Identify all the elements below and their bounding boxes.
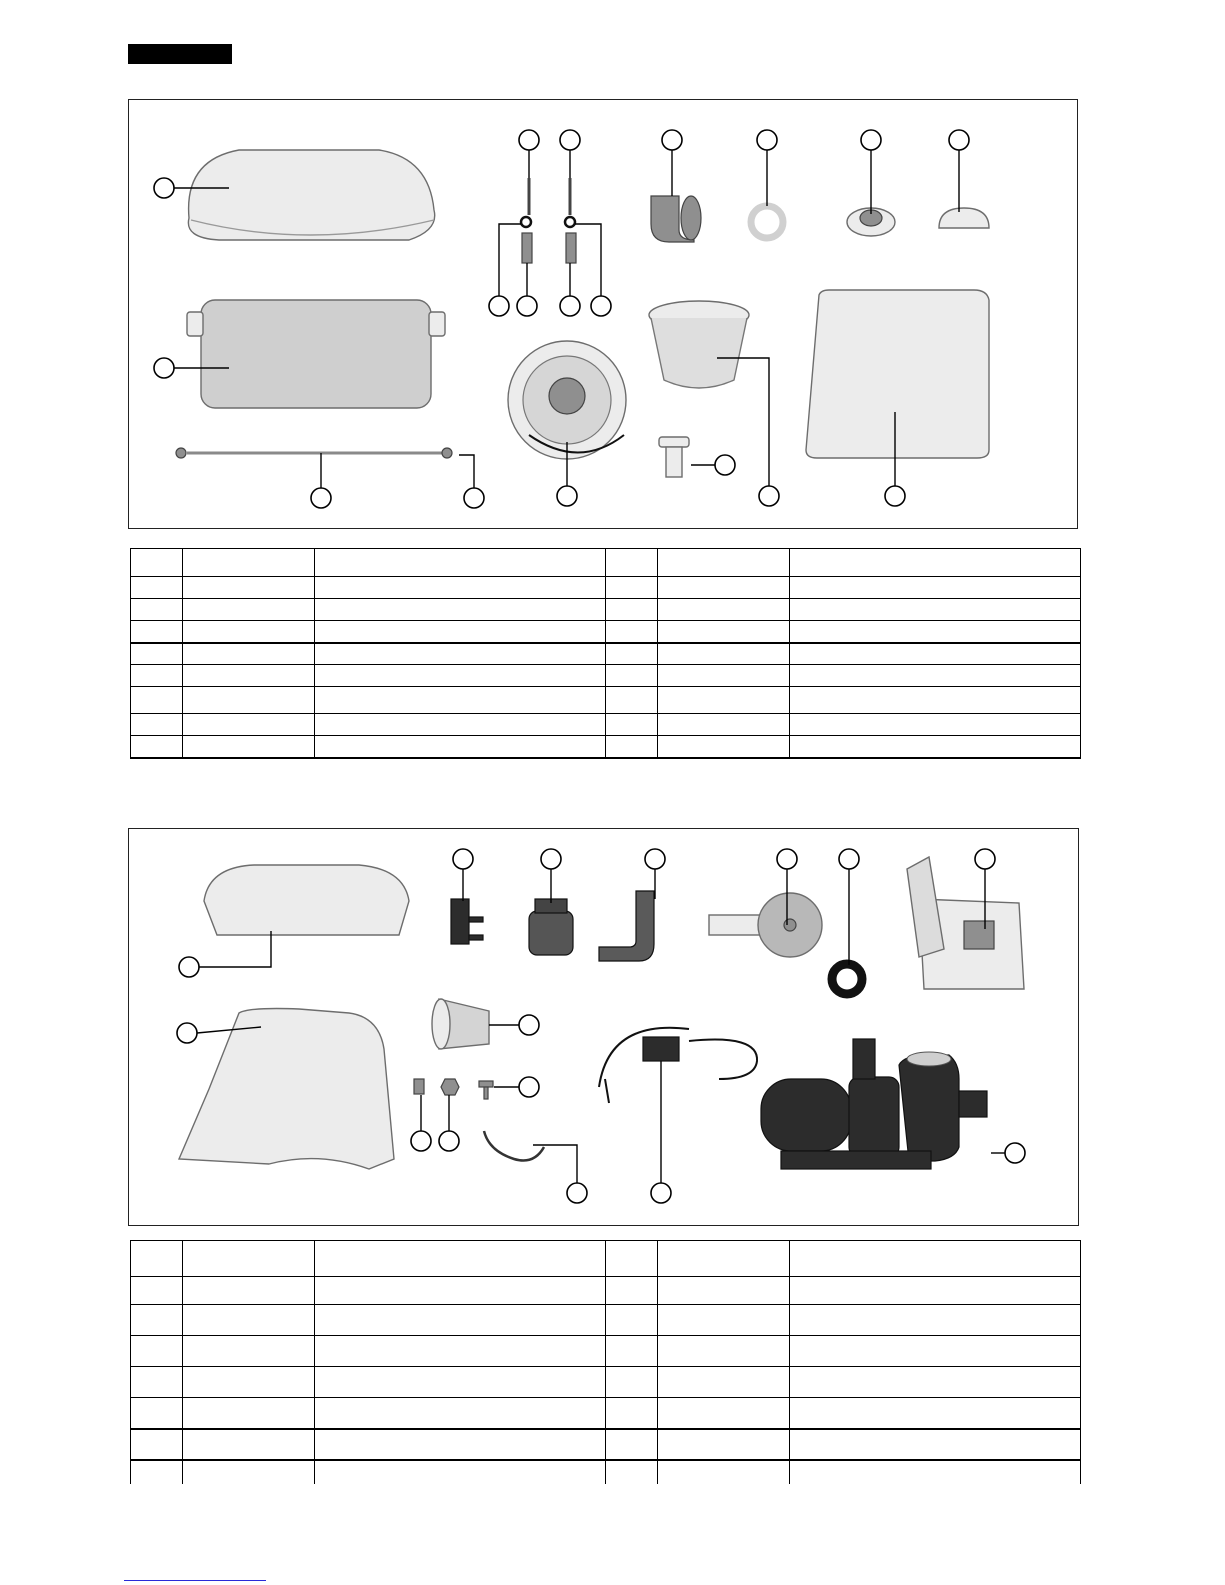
footer-link-underline[interactable] [124,1580,266,1581]
table-row [131,599,1081,621]
faceplate-icon [187,300,445,408]
clip-plug-icon [659,437,689,477]
cable-icon [484,1131,544,1161]
header-black-bar [128,44,232,64]
table-row [131,643,1081,665]
light-niche-icon [709,893,822,957]
pump-icon [761,1039,987,1169]
large-cover-icon [806,290,989,458]
cover-hood-icon [179,1009,394,1170]
table-row [131,1241,1081,1277]
strainer-basket-icon [649,301,749,388]
parts-panel-2 [128,828,1079,1226]
table-row [131,687,1081,714]
nut-icon [414,1079,459,1095]
table-row [131,577,1081,599]
table-row [131,1460,1081,1484]
table-row [131,1367,1081,1398]
control-box-icon [907,857,1024,989]
skimmer-lid-icon [204,865,409,935]
pipe-union-icon [529,899,573,955]
parts-table-1 [130,548,1081,759]
screw-icon [529,178,570,215]
tie-rod-icon [176,448,452,458]
table-row [131,621,1081,643]
parts-table-2 [130,1240,1081,1484]
table-row [131,1305,1081,1336]
gasket-ring-icon [751,206,783,238]
washer-icon [521,217,575,227]
panel-2-drawing [129,829,1080,1227]
table-row [131,1429,1081,1460]
elbow-fitting-icon [651,196,701,242]
panel-1-drawing [129,100,1079,530]
nozzle-cap-icon [939,208,989,228]
plug-connector-icon [451,899,483,944]
transformer-icon [599,1028,757,1103]
elbow-pipe-icon [599,891,654,961]
pool-light-icon [508,341,626,459]
lamp-holder-icon [432,999,489,1049]
wall-plug-icon [522,233,576,263]
table-row [131,714,1081,736]
table-row [131,665,1081,687]
o-ring-icon [832,964,862,994]
table-row [131,1336,1081,1367]
screw-icon [479,1081,493,1099]
skimmer-lid-icon [188,150,434,240]
table-row [131,549,1081,577]
table-row [131,736,1081,758]
parts-panel-1 [128,99,1078,529]
table-row [131,1277,1081,1305]
table-row [131,1398,1081,1429]
